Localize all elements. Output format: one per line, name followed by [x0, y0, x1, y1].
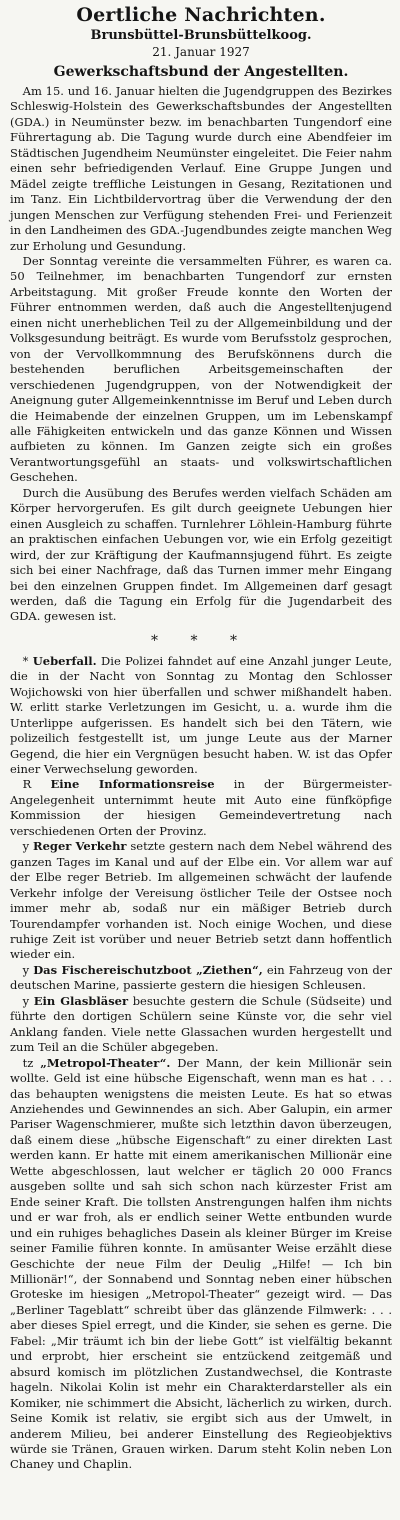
item-marker: R [22, 777, 32, 792]
section-separator: * * * [151, 632, 251, 649]
item-marker: tz [22, 1055, 34, 1070]
section-title: Oertliche Nachrichten. [76, 4, 326, 26]
item-keyword: Ein Glasbläser [33, 993, 129, 1008]
news-item-fischereischutzboot [10, 963, 392, 994]
article-paragraph: Am 15. und 16. Januar hielten die Jugendgruppen des Bezirkes Schleswig-Holstein des Gewerkschaftsbundes der Angestellten (GDA.) in Neumünster bezw. im benachbarten Tungendorf eine Führertagung ab. Die Tagung wurde durch eine Abendfeier im Städtischen Jugendheim Neumünster eingeleitet. Die Feier nahm einen sehr befriedigenden Verlauf. Eine Gruppe Jungen und Mädel zeigte treffliche Leistungen in Gesang, Rezitationen und im Tanz. Ein Lichtbildervortrag über die Verwendung der den jungen Menschen zur Verfügung stehenden Frei- und Ferienzeit in den Landheimen des GDA.-Jugendbundes zeigte manchen Weg zur Erholung und Gesundung. [10, 84, 392, 253]
item-keyword: Eine Informationsreise [50, 777, 215, 792]
item-keyword: Ueberfall. [32, 653, 97, 668]
article-paragraph: Der Sonntag vereinte die versammelten Führer, es waren ca. 50 Teilnehmer, im benachbarten Tungendorf zur ernsten Arbeitstagung. Mit großer Freude konnte den Worten der Führer entnommen werden, daß auch die Angestelltenjugend einen nicht unerheblichen Teil zu der Allgemeinbildung und der Volksgesundung beiträgt. Es wurde vom Berufsstolz gesprochen, von der Vervollkommnung des Berufskönnens durch die bestehenden beruflichen Arbeitsgemeinschaften der verschiedenen Jugendgruppen, von der Notwendigkeit der Aneignung guter Allgemeinkenntnisse im Beruf und Leben durch die Heimabende der einzelnen Gruppen, um im Lebenskampf alle Fähigkeiten entwickeln und das ganze Können und Wissen aufbieten zu können. Im Ganzen zeigte sich ein großes Verantwortungsgefühl an staats- und volkswirtschaftlichen Geschehen. [10, 253, 392, 485]
item-marker: y [22, 993, 30, 1008]
item-keyword: Reger Verkehr [33, 839, 127, 854]
news-item-informationsreise [10, 777, 392, 839]
item-marker: y [22, 839, 30, 854]
place-line: Brunsbüttel-Brunsbüttelkoog. [90, 28, 312, 43]
article-paragraph: Durch die Ausübung des Berufes werden vielfach Schäden am Körper hervorgerufen. Es gilt durch geeignete Uebungen hier einen Ausgleich zu schaffen. Turnlehrer Löhlein-Hamburg führte an praktischen einfachen Uebungen vor, wie ein Erfolg gezeitigt wird, der zur Kräftigung der Kaufmannsjugend führt. Es zeigte sich bei einer Nachfrage, daß das Turnen immer mehr Eingang bei den einzelnen Gruppen findet. Im Allgemeinen darf gesagt werden, daß die Tagung ein Erfolg für die Jugendarbeit des GDA. gewesen ist. [10, 485, 392, 624]
masthead [10, 4, 392, 61]
news-item-glasblaeser [10, 994, 392, 1056]
item-text: besuchte gestern die Schule (Südseite) und führte den dortigen Schülern seine Künste vor, die sehr viel Anklang fanden. Viele nette Glassachen wurden hergestellt und zum Teil an die Schüler abgegeben. [10, 993, 393, 1055]
date-line: 21. Januar 1927 [152, 45, 250, 59]
item-marker: y [22, 962, 30, 977]
item-text: in der Bürgermeister-Angelegenheit unternimmt heute mit Auto eine fünfköpfige Kommission der hiesigen Gemeindevertretung nach verschiedenen Orten der Provinz. [10, 777, 393, 838]
news-item-verkehr [10, 839, 392, 963]
news-item-ueberfall [10, 654, 392, 778]
item-text: Der Mann, der kein Millionär sein wollte. Geld ist eine hübsche Eigenschaft, wenn man es hat . . . das behaupten wenigstens die meisten Leute. Es hat so etwas Anziehendes und Gewinnendes an sich. Aber Galupin, ein armer Pariser Wagenschmierer, mußte sich letzthin davon überzeugen, daß einem diese „hübsche Eigenschaft“ zu einer direkten Last werden kann. Er hatte mit einem amerikanischen Millionär eine Wette abgeschlossen, laut welcher er täglich 20 000 Francs ausgeben sollte und sah sich schon nach kürzester Frist am Ende seiner Kraft. Die tollsten Anstrengungen halfen ihm nichts und er war froh, als er endlich seiner Wette entbunden wurde und ein ruhiges behagliches Dasein als kleiner Bürger im Kreise seiner Familie führen konnte. In amüsanter Weise erzählt diese Geschichte der neue Film der Deulig „Hilfe! — Ich bin Millionär!“, der Sonnabend und Sonntag neben einer hübschen Groteske im hiesigen „Metropol-Theater“ gezeigt wird. — Das „Berliner Tageblatt“ schreibt über das glänzende Filmwerk: . . . aber dieses Spiel erregt, und die Kinder, sie sehen es gerne. Die Fabel: „Mir träumt ich bin der liebe Gott“ ist vielfältig bekannt und erprobt, hier erscheint sie entzückend zeitgemäß und absurd komisch im plötzlichen Zustandwechsel, die Kontraste hageln. Nikolai Kolin ist mehr ein Charakterdarsteller als ein Komiker, nie schimmert die Absicht, lächerlich zu wirken, durch. Seine Komik ist relativ, sie ergibt sich aus der Umwelt, in anderem Milieu, bei anderer Einstellung des Regieobjektivs würde sie Tränen, Grauen wirken. Darum steht Kolin neben Lon Chaney und Chaplin. [10, 1055, 393, 1472]
item-text: ein Fahrzeug von der deutschen Marine, passierte gestern die hiesigen Schleusen. [10, 962, 392, 993]
item-marker: * [22, 653, 29, 668]
item-keyword: Das Fischereischutzboot „Ziethen“, [33, 962, 263, 977]
item-keyword: „Metropol-Theater“. [40, 1055, 171, 1070]
news-item-metropol-theater [10, 1056, 392, 1473]
article-headline: Gewerkschaftsbund der Angestellten. [53, 64, 349, 80]
item-text: Die Polizei fahndet auf eine Anzahl junger Leute, die in der Nacht von Sonntag zu Montag den Schlosser Wojichowski von hier überfallen und schwer mißhandelt haben. W. erlitt starke Verletzungen im Gesicht, u. a. wurde ihm die Unterlippe aufgerissen. Es handelt sich bei den Tätern, wie polizeilich festgestellt ist, um junge Leute aus der Marner Gegend, die hier ein Vergnügen besucht haben. W. ist das Opfer einer Verwechselung geworden. [10, 653, 393, 777]
item-text: setzte gestern nach dem Nebel während des ganzen Tages im Kanal und auf der Elbe ein. Vor allem war auf der Elbe reger Betrieb. Im allgemeinen schwächt der laufende Verkehr infolge der Vereisung östlicher Teile der Ostsee noch immer mehr ab, sodaß nur ein mäßiger Betrieb durch Tourendampfer vorhanden ist. Noch einige Wochen, und diese ruhige Zeit ist vorüber und neuer Betrieb setzt dann hoffentlich wieder ein. [10, 839, 393, 962]
